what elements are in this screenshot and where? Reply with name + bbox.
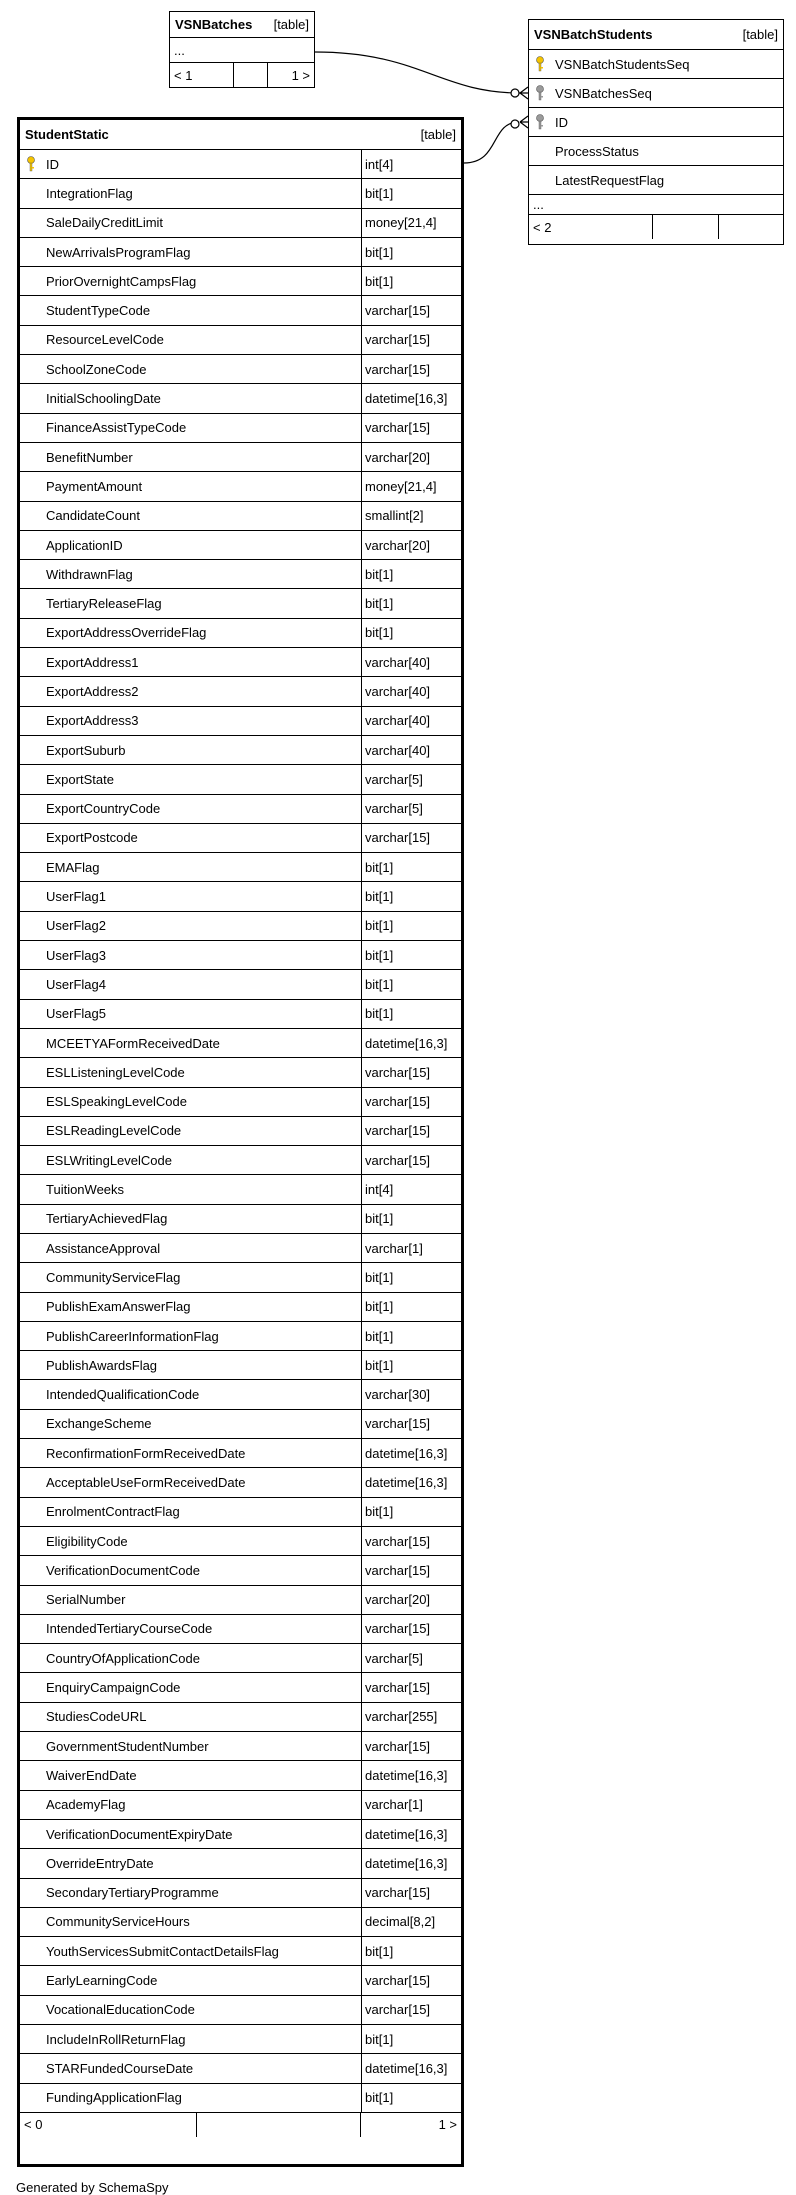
column-type: money[21,4] (365, 478, 437, 494)
column-name-text: NewArrivalsProgramFlag (46, 244, 191, 260)
column-type: int[4] (365, 1182, 394, 1198)
table-name: StudentStatic (25, 127, 109, 142)
column-type: varchar[15] (365, 332, 431, 348)
column-type: varchar[40] (365, 742, 431, 758)
column-type: datetime[16,3] (365, 391, 448, 407)
column-type: bit[1] (365, 566, 394, 582)
column-name-text: ExportAddress3 (46, 713, 139, 729)
column-name-text: ProcessStatus (555, 143, 639, 159)
column-name-text: GovernmentStudentNumber (46, 1738, 209, 1754)
column-type: varchar[255] (365, 1709, 438, 1725)
column-type: bit[1] (365, 1211, 394, 1227)
column-name-text: StudiesCodeURL (46, 1709, 147, 1725)
column-name-text: STARFundedCourseDate (46, 2060, 194, 2076)
column-type: varchar[15] (365, 1416, 431, 1432)
column-name-text: ExportAddress2 (46, 683, 139, 699)
column-type: decimal[8,2] (365, 1914, 436, 1930)
column-type: varchar[15] (365, 1152, 431, 1168)
column-name-text: ExchangeScheme (46, 1416, 152, 1432)
column-type: money[21,4] (365, 215, 437, 231)
column-name-text: ExportState (46, 771, 114, 787)
column-type: varchar[40] (365, 654, 431, 670)
column-name-text: ID (46, 156, 59, 172)
column-type: bit[1] (365, 2090, 394, 2106)
column-type: varchar[20] (365, 1592, 431, 1608)
column-name-text: WaiverEndDate (46, 1767, 137, 1783)
column-type: bit[1] (365, 185, 394, 201)
footer-parent-count: < 0 (20, 2113, 197, 2137)
column-name-text: EnquiryCampaignCode (46, 1680, 181, 1696)
column-name-text: VSNBatchStudentsSeq (555, 56, 690, 72)
column-type: varchar[15] (365, 1123, 431, 1139)
footer-parent-count: < 2 (529, 215, 653, 239)
column-type: varchar[20] (365, 449, 431, 465)
column-name-text: VocationalEducationCode (46, 2002, 195, 2018)
column-name-text: WithdrawnFlag (46, 566, 133, 582)
column-name-text: IntendedTertiaryCourseCode (46, 1621, 213, 1637)
column-name-text: PublishExamAnswerFlag (46, 1299, 191, 1315)
column-type: bit[1] (365, 2031, 394, 2047)
column-name-text: UserFlag3 (46, 947, 106, 963)
column-type: varchar[15] (365, 1562, 431, 1578)
column-name-text: EnrolmentContractFlag (46, 1504, 180, 1520)
column-type: datetime[16,3] (365, 1767, 448, 1783)
column-type: varchar[15] (365, 1094, 431, 1110)
column-type: bit[1] (365, 859, 394, 875)
column-name-text: ESLListeningLevelCode (46, 1064, 185, 1080)
column-name-text: CommunityServiceFlag (46, 1269, 181, 1285)
column-name-text: PublishAwardsFlag (46, 1357, 158, 1373)
column-type: varchar[15] (365, 1533, 431, 1549)
optional-marker-circle (511, 120, 519, 128)
column-name-text: InitialSchoolingDate (46, 391, 161, 407)
column-name-text: ExportPostcode (46, 830, 138, 846)
column-name-text: YouthServicesSubmitContactDetailsFlag (46, 1943, 279, 1959)
column-type: varchar[15] (365, 1064, 431, 1080)
column-type: bit[1] (365, 1357, 394, 1373)
column-type: varchar[1] (365, 1797, 423, 1813)
column-name-text: AssistanceApproval (46, 1240, 161, 1256)
table-type-tag: [table] (273, 17, 309, 32)
column-name-text: ID (555, 114, 568, 130)
column-name-text: CommunityServiceHours (46, 1914, 190, 1930)
column-type: bit[1] (365, 1006, 394, 1022)
column-type: varchar[15] (365, 1738, 431, 1754)
column-type: varchar[20] (365, 537, 431, 553)
column-name-text: UserFlag2 (46, 918, 106, 934)
column-name-text: CountryOfApplicationCode (46, 1650, 200, 1666)
column-name-text: IncludeInRollReturnFlag (46, 2031, 186, 2047)
column-name-text: SerialNumber (46, 1592, 126, 1608)
column-type: bit[1] (365, 625, 394, 641)
column-name-text: CandidateCount (46, 508, 140, 524)
column-type: bit[1] (365, 1269, 394, 1285)
column-type: varchar[15] (365, 830, 431, 846)
column-type: bit[1] (365, 918, 394, 934)
column-type: bit[1] (365, 1943, 394, 1959)
column-type: bit[1] (365, 976, 394, 992)
column-type: varchar[1] (365, 1240, 423, 1256)
column-type: smallint[2] (365, 508, 424, 524)
column-name-text: PublishCareerInformationFlag (46, 1328, 219, 1344)
column-type: bit[1] (365, 244, 394, 260)
column-name-text: IntendedQualificationCode (46, 1387, 200, 1403)
column-type: bit[1] (365, 1299, 394, 1315)
column-name-text: ESLSpeakingLevelCode (46, 1094, 187, 1110)
column-name-text: LatestRequestFlag (555, 172, 665, 188)
column-name-text: TuitionWeeks (46, 1182, 125, 1198)
generated-by-footer: Generated by SchemaSpy (16, 2180, 169, 2195)
relationship-studentstatic-to-vsnbatchstudents (464, 122, 519, 163)
relationship-vsnbatches-to-vsnbatchstudents (315, 52, 520, 93)
column-name-text: ExportSuburb (46, 742, 126, 758)
column-name-text: AcademyFlag (46, 1797, 126, 1813)
column-name-text: TertiaryReleaseFlag (46, 596, 162, 612)
column-type: datetime[16,3] (365, 1445, 448, 1461)
column-type: varchar[15] (365, 1621, 431, 1637)
column-type: varchar[5] (365, 771, 423, 787)
footer-child-count: 1 > (291, 67, 310, 83)
column-name-text: AcceptableUseFormReceivedDate (46, 1475, 246, 1490)
column-type: datetime[16,3] (365, 1035, 448, 1051)
column-type: datetime[16,3] (365, 1475, 448, 1490)
column-type: varchar[15] (365, 420, 431, 436)
column-type: bit[1] (365, 596, 394, 612)
table-name: VSNBatches (175, 17, 253, 32)
column-type: varchar[40] (365, 683, 431, 699)
column-type: varchar[40] (365, 713, 431, 729)
table-type-tag: [table] (742, 27, 778, 42)
column-type: bit[1] (365, 889, 394, 905)
column-name-text: VerificationDocumentExpiryDate (46, 1826, 233, 1842)
crows-foot-icon (520, 87, 528, 99)
column-type: bit[1] (365, 1328, 394, 1344)
column-name-text: SchoolZoneCode (46, 361, 147, 377)
column-type: varchar[15] (365, 2002, 431, 2018)
column-type: bit[1] (365, 1504, 394, 1520)
column-name-text: ExportAddressOverrideFlag (46, 625, 207, 641)
column-name-text: TertiaryAchievedFlag (46, 1211, 168, 1227)
column-name-text: PaymentAmount (46, 478, 143, 494)
column-name-text: EligibilityCode (46, 1533, 128, 1549)
optional-marker-circle (511, 89, 519, 97)
column-type: bit[1] (365, 947, 394, 963)
footer-child-count: 1 > (438, 2117, 457, 2133)
column-name-text: IntegrationFlag (46, 185, 133, 201)
column-type: datetime[16,3] (365, 1855, 448, 1871)
footer-parent-count: < 1 (170, 63, 234, 87)
column-type: varchar[30] (365, 1387, 431, 1403)
table-name: VSNBatchStudents (534, 27, 653, 42)
column-name-text: EarlyLearningCode (46, 1973, 158, 1989)
column-name-text: PriorOvernightCampsFlag (46, 273, 197, 289)
column-name-text: SecondaryTertiaryProgramme (46, 1885, 219, 1901)
column-name-text: OverrideEntryDate (46, 1855, 154, 1871)
column-name-text: EMAFlag (46, 859, 100, 875)
column-type: varchar[15] (365, 361, 431, 377)
table-type-tag: [table] (420, 127, 456, 142)
column-name-text: ESLWritingLevelCode (46, 1152, 172, 1168)
column-name-text: StudentTypeCode (46, 303, 151, 319)
column-name-text: MCEETYAFormReceivedDate (46, 1035, 220, 1051)
column-name-text: SaleDailyCreditLimit (46, 215, 164, 231)
column-name-text: VerificationDocumentCode (46, 1562, 200, 1578)
crows-foot-icon (520, 116, 528, 128)
column-name-text: ReconfirmationFormReceivedDate (46, 1445, 246, 1461)
column-type: varchar[15] (365, 1973, 431, 1989)
column-type: datetime[16,3] (365, 2060, 448, 2076)
column-name-text: VSNBatchesSeq (555, 85, 652, 101)
column-name-text: ResourceLevelCode (46, 332, 164, 348)
column-name-text: FundingApplicationFlag (46, 2090, 182, 2106)
column-name-text: ExportCountryCode (46, 801, 161, 817)
column-type: varchar[5] (365, 1650, 423, 1666)
column-name-text: UserFlag1 (46, 889, 106, 905)
column-type: varchar[15] (365, 1680, 431, 1696)
column-type: varchar[5] (365, 801, 423, 817)
column-type: bit[1] (365, 273, 394, 289)
column-type: varchar[15] (365, 303, 431, 319)
column-name-text: FinanceAssistTypeCode (46, 420, 187, 436)
column-name-text: ExportAddress1 (46, 654, 139, 670)
column-name-text: ESLReadingLevelCode (46, 1123, 182, 1139)
column-type: int[4] (365, 156, 394, 172)
column-name-text: UserFlag4 (46, 976, 106, 992)
more-columns: ... (170, 38, 314, 63)
column-name-text: ApplicationID (46, 537, 123, 553)
column-type: varchar[15] (365, 1885, 431, 1901)
more-columns: ... (529, 195, 783, 215)
column-name-text: BenefitNumber (46, 449, 133, 465)
column-type: datetime[16,3] (365, 1826, 448, 1842)
column-name-text: UserFlag5 (46, 1006, 106, 1022)
